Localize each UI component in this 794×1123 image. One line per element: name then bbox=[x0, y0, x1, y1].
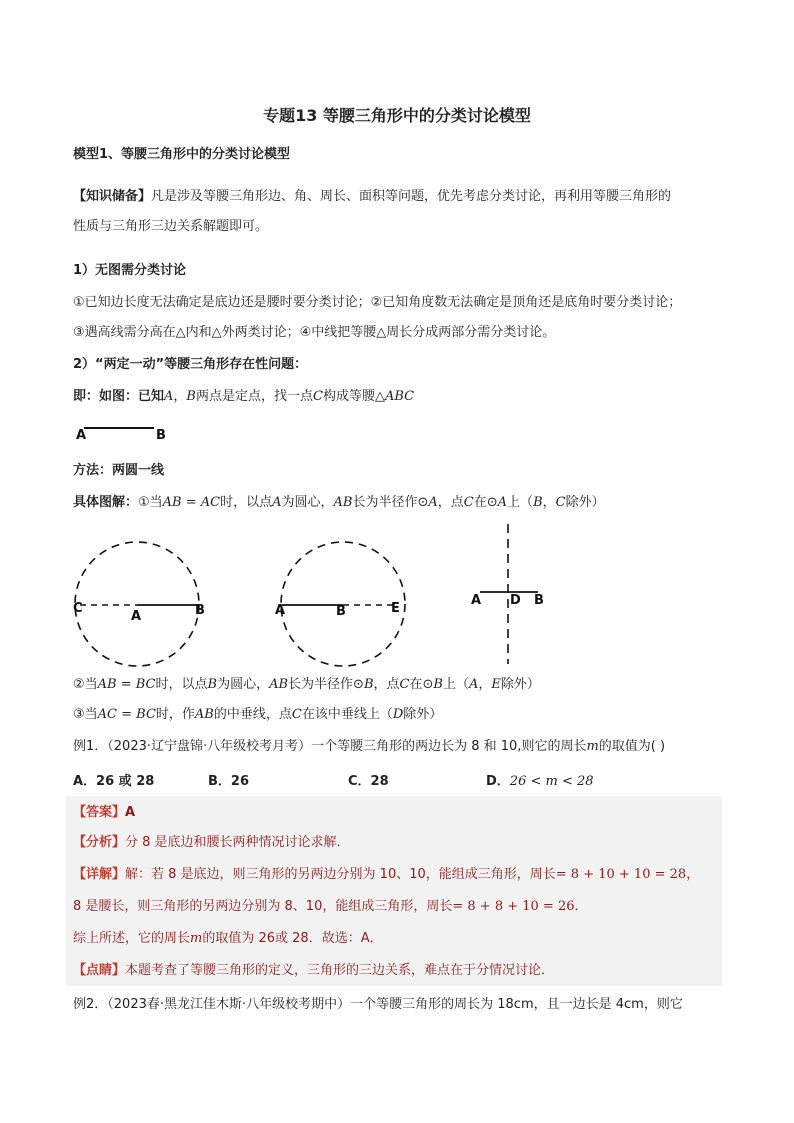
segment-label-b: B bbox=[156, 428, 166, 443]
detail-1k: 在⊙ bbox=[473, 495, 498, 510]
l2d: B bbox=[207, 677, 218, 692]
circle-a bbox=[75, 542, 199, 666]
l2g: 长为半径作⊙ bbox=[288, 677, 364, 692]
detail-1l: A bbox=[497, 495, 508, 510]
intro-triangle: △ABC bbox=[374, 389, 415, 404]
solution-detail-2-end: ． bbox=[574, 899, 588, 914]
intro-point-a: A bbox=[164, 389, 174, 404]
analysis-line bbox=[73, 834, 350, 852]
intro-text: 即：如图：已知 bbox=[73, 389, 165, 404]
l2b: AB = BC bbox=[97, 677, 156, 692]
option-a: A．26 或 28 bbox=[73, 774, 155, 789]
detail-1j: C bbox=[463, 495, 474, 510]
segment-label-a: A bbox=[76, 428, 87, 443]
detail-label: 具体图解： bbox=[73, 495, 139, 510]
detail-solution-line-1 bbox=[73, 866, 699, 884]
summary-b: 的取值为 26或 28．故选：A． bbox=[202, 931, 383, 946]
detail-line-1 bbox=[73, 494, 605, 512]
l2f: AB bbox=[269, 677, 289, 692]
comment-label: 【点睛】 bbox=[73, 963, 126, 978]
l3g: 在该中垂线上（ bbox=[301, 707, 393, 722]
detail-1c: 时，以点 bbox=[220, 495, 273, 510]
detail-1i: ，点 bbox=[437, 495, 464, 510]
intro-mid: 两点是定点，找一点 bbox=[195, 389, 313, 404]
example1-text-end: 的取值为( ) bbox=[598, 739, 666, 754]
l3f: C bbox=[291, 707, 302, 722]
l2n: A bbox=[468, 677, 479, 692]
l2j: C bbox=[399, 677, 410, 692]
intro-point-c: C bbox=[313, 389, 323, 404]
option-d-math: 26 < m < 28 bbox=[509, 774, 594, 789]
detail-1h: A bbox=[428, 495, 438, 510]
example1-text: 例1．（2023·辽宁盘锦·八年级校考月考）一个等腰三角形的两边长为 8 和 10,则它的周长 bbox=[73, 739, 587, 754]
l2q: 除外） bbox=[500, 677, 540, 692]
option-c: C．28 bbox=[348, 774, 389, 789]
summary-a: 综上所述，它的周长 bbox=[73, 931, 191, 946]
fig1-label-c: C bbox=[73, 601, 83, 616]
analysis-label: 【分析】 bbox=[73, 835, 126, 850]
fig3-label-d: D bbox=[510, 593, 521, 608]
intro-sep: ， bbox=[173, 389, 187, 404]
fig2-label-e: E bbox=[391, 601, 400, 616]
detail-1e: 为圆心， bbox=[281, 495, 334, 510]
detail-1q: 除外） bbox=[565, 495, 605, 510]
knowledge-line-2: 性质与三角形三边关系解题即可。 bbox=[73, 219, 269, 234]
l3i: 除外） bbox=[403, 707, 443, 722]
segment-ab-figure bbox=[72, 418, 182, 446]
l2c: 时，以点 bbox=[155, 677, 208, 692]
detail-line-2 bbox=[73, 676, 540, 694]
fig2-label-a: A bbox=[275, 603, 286, 618]
l2m: 上（ bbox=[442, 677, 469, 692]
solution-detail-1-math: = 8 + 10 + 10 = 28 bbox=[555, 867, 687, 882]
detail-1n: B bbox=[533, 495, 543, 510]
solution-detail-1-end: ， bbox=[686, 867, 700, 882]
option-d bbox=[486, 770, 594, 789]
l3b: AC = BC bbox=[97, 707, 156, 722]
solution-detail-1: 解：若 8 是底边，则三角形的另两边分别为 10、10，能组成三角形，周长 bbox=[125, 867, 556, 882]
solution-detail-2: 8 是腰长，则三角形的另两边分别为 8、10，能组成三角形，周长 bbox=[73, 899, 453, 914]
figure-circle-b bbox=[270, 532, 410, 672]
example1-question bbox=[73, 738, 665, 756]
option-d-label: D． bbox=[486, 774, 510, 789]
l2h: B bbox=[363, 677, 374, 692]
fig3-label-a: A bbox=[471, 593, 482, 608]
section1-heading: 1）无图需分类讨论 bbox=[73, 263, 187, 278]
detail-line-3 bbox=[73, 706, 442, 724]
l3h: D bbox=[392, 707, 404, 722]
summary-var: m bbox=[190, 931, 203, 946]
l3a: ③当 bbox=[73, 707, 98, 722]
l2i: ，点 bbox=[373, 677, 400, 692]
example2-question: 例2．（2023春·黑龙江佳木斯·八年级校考期中）一个等腰三角形的周长为 18cm，且一边长是 4cm，则它 bbox=[73, 997, 683, 1012]
figure-circle-a bbox=[70, 532, 210, 672]
l2o: ， bbox=[478, 677, 492, 692]
detail-1m: 上（ bbox=[507, 495, 534, 510]
figure-perpendicular-bisector bbox=[466, 520, 556, 670]
l3e: 的中垂线，点 bbox=[213, 707, 292, 722]
section1-line-2: ③遇高线需分高在△内和△外两类讨论；④中线把等腰△周长分成两部分需分类讨论。 bbox=[73, 325, 556, 340]
section2-heading: 2）“两定一动”等腰三角形存在性问题： bbox=[73, 357, 308, 372]
comment-text: 本题考查了等腰三角形的定义，三角形的三边关系，难点在于分情况讨论． bbox=[125, 963, 555, 978]
solution-detail-2-math: = 8 + 8 + 10 = 26 bbox=[452, 899, 575, 914]
detail-1g: 长为半径作⊙ bbox=[352, 495, 429, 510]
l2p: E bbox=[491, 677, 501, 692]
detail-1b: AB = AC bbox=[162, 495, 221, 510]
intro-end: 构成等腰 bbox=[322, 389, 375, 404]
method-line: 方法：两圆一线 bbox=[73, 463, 165, 478]
solution-box bbox=[66, 796, 722, 986]
page-title: 专题13 等腰三角形中的分类讨论模型 bbox=[263, 106, 531, 125]
answer-label: 【答案】 bbox=[73, 805, 126, 820]
fig2-label-b: B bbox=[336, 604, 346, 619]
solution-detail-label: 【详解】 bbox=[73, 867, 126, 882]
fig1-label-a: A bbox=[131, 609, 142, 624]
model-heading: 模型1、等腰三角形中的分类讨论模型 bbox=[73, 147, 291, 162]
l2e: 为圆心， bbox=[217, 677, 270, 692]
comment-line bbox=[73, 962, 554, 980]
detail-1p: C bbox=[555, 495, 566, 510]
knowledge-line-1 bbox=[73, 188, 671, 206]
fig1-label-b: B bbox=[195, 603, 205, 618]
l2l: B bbox=[433, 677, 443, 692]
detail-1o: ， bbox=[542, 495, 556, 510]
detail-solution-line-2 bbox=[73, 898, 588, 916]
detail-1f: AB bbox=[333, 495, 353, 510]
l3c: 时，作 bbox=[155, 707, 195, 722]
knowledge-label: 【知识储备】 bbox=[73, 189, 152, 204]
option-b: B．26 bbox=[208, 774, 249, 789]
l3d: AB bbox=[194, 707, 214, 722]
answer-value: A bbox=[125, 805, 136, 820]
intro-point-b: B bbox=[186, 389, 196, 404]
analysis-text: 分 8 是底边和腰长两种情况讨论求解． bbox=[125, 835, 350, 850]
section2-intro bbox=[73, 388, 414, 406]
example1-var: m bbox=[586, 739, 599, 754]
l2k: 在⊙ bbox=[409, 677, 434, 692]
knowledge-text-1: 凡是涉及等腰三角形边、角、周长、面积等问题，优先考虑分类讨论，再利用等腰三角形的 bbox=[151, 189, 672, 204]
section1-line-1: ①已知边长度无法确定是底边还是腰时要分类讨论；②已知角度数无法确定是顶角还是底角时要分类讨论； bbox=[73, 295, 682, 310]
l2a: ②当 bbox=[73, 677, 98, 692]
answer-line bbox=[73, 804, 135, 822]
fig3-label-b: B bbox=[534, 593, 544, 608]
detail-1a: ①当 bbox=[138, 495, 163, 510]
summary-line bbox=[73, 930, 383, 948]
detail-1d: A bbox=[272, 495, 282, 510]
